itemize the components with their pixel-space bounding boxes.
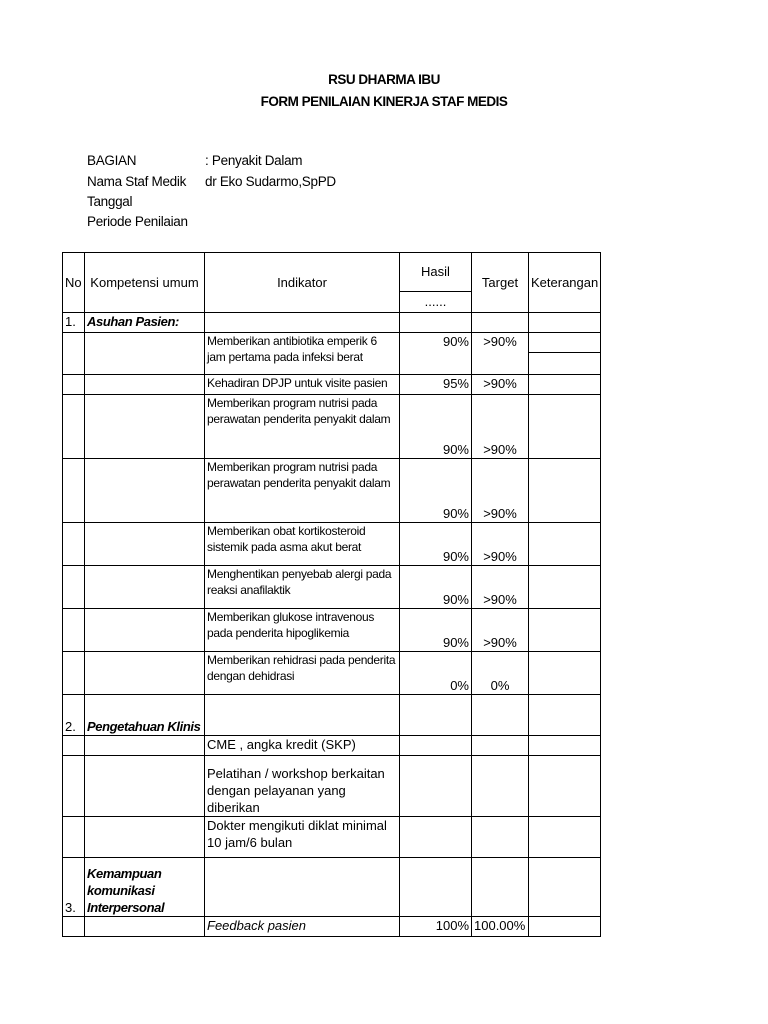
target-cell: >90%: [472, 523, 529, 566]
bagian-value: : Penyakit Dalam: [205, 153, 303, 168]
hasil-cell: 90%: [400, 566, 472, 609]
table-row: [63, 523, 601, 566]
form-title: FORM PENILAIAN KINERJA STAF MEDIS: [260, 94, 508, 109]
target-cell: >90%: [472, 609, 529, 652]
table-header-row: [63, 253, 601, 313]
section-no: 1.: [63, 313, 85, 333]
header-keterangan: Keterangan: [529, 253, 601, 313]
header-hasil: [400, 253, 472, 313]
indikator-cell: Pelatihan / workshop berkaitan dengan pelayanan yang diberikan: [205, 756, 400, 817]
header-target: Target: [472, 253, 529, 313]
staf-value: dr Eko Sudarmo,SpPD: [205, 174, 336, 189]
indikator-cell: Kehadiran DPJP untuk visite pasien: [205, 375, 400, 395]
indikator-cell: Feedback pasien: [205, 917, 400, 937]
indikator-cell: CME , angka kredit (SKP): [205, 736, 400, 756]
section-name: Pengetahuan Klinis: [85, 695, 205, 736]
table-row: [63, 736, 601, 756]
indikator-cell: Memberikan antibiotika emperik 6 jam pertama pada infeksi berat: [205, 333, 400, 375]
keterangan-divider: [529, 333, 601, 353]
tanggal-label: Tanggal: [87, 194, 133, 209]
indikator-cell: Memberikan glukose intravenous pada penderita hipoglikemia: [205, 609, 400, 652]
section-name: Kemampuan komunikasi Interpersonal: [85, 858, 205, 917]
hasil-cell: 100%: [400, 917, 472, 937]
table-row: [63, 333, 601, 375]
indikator-cell: Memberikan program nutrisi pada perawatan penderita penyakit dalam: [205, 395, 400, 459]
table-row: [63, 756, 601, 817]
hospital-name: RSU DHARMA IBU: [328, 72, 440, 87]
section-no: 2.: [63, 695, 85, 736]
indikator-cell: Menghentikan penyebab alergi pada reaksi anafilaktik: [205, 566, 400, 609]
table-row: [63, 917, 601, 937]
section-row: [63, 695, 601, 736]
table-row: [63, 652, 601, 695]
hasil-cell: 90%: [400, 395, 472, 459]
target-cell: [472, 736, 529, 756]
section-name: Asuhan Pasien:: [85, 313, 205, 333]
periode-label: Periode Penilaian: [87, 214, 188, 229]
table-row: [63, 459, 601, 523]
hasil-cell: 90%: [400, 523, 472, 566]
hasil-cell: 90%: [400, 609, 472, 652]
table-row: [63, 395, 601, 459]
header-hasil-label: Hasil: [400, 253, 471, 292]
section-row: [63, 313, 601, 333]
header-no: No: [63, 253, 85, 313]
header-kompetensi: Kompetensi umum: [85, 253, 205, 313]
assessment-table: [62, 252, 601, 937]
section-no: 3.: [63, 858, 85, 917]
hasil-cell: [400, 736, 472, 756]
target-cell: 100.00%: [472, 917, 529, 937]
hasil-cell: [400, 756, 472, 817]
target-cell: >90%: [472, 566, 529, 609]
hasil-cell: 95%: [400, 375, 472, 395]
target-cell: [472, 756, 529, 817]
table-row: [63, 609, 601, 652]
target-cell: >90%: [472, 333, 529, 375]
section-row: [63, 858, 601, 917]
target-cell: >90%: [472, 375, 529, 395]
indikator-cell: Dokter mengikuti diklat minimal 10 jam/6 bulan: [205, 817, 400, 858]
staf-label: Nama Staf Medik: [87, 174, 187, 189]
target-cell: >90%: [472, 395, 529, 459]
target-cell: [472, 817, 529, 858]
hasil-cell: 0%: [400, 652, 472, 695]
bagian-label: BAGIAN: [87, 153, 137, 168]
header-indikator: Indikator: [205, 253, 400, 313]
target-cell: 0%: [472, 652, 529, 695]
indikator-cell: Memberikan obat kortikosteroid sistemik pada asma akut berat: [205, 523, 400, 566]
header-hasil-sub: ......: [424, 294, 447, 309]
table-row: [63, 566, 601, 609]
hasil-cell: 90%: [400, 333, 472, 375]
hasil-cell: [400, 817, 472, 858]
table-row: [63, 817, 601, 858]
table-row: [63, 375, 601, 395]
target-cell: >90%: [472, 459, 529, 523]
indikator-cell: Memberikan program nutrisi pada perawatan penderita penyakit dalam: [205, 459, 400, 523]
hasil-cell: 90%: [400, 459, 472, 523]
indikator-cell: Memberikan rehidrasi pada penderita dengan dehidrasi: [205, 652, 400, 695]
